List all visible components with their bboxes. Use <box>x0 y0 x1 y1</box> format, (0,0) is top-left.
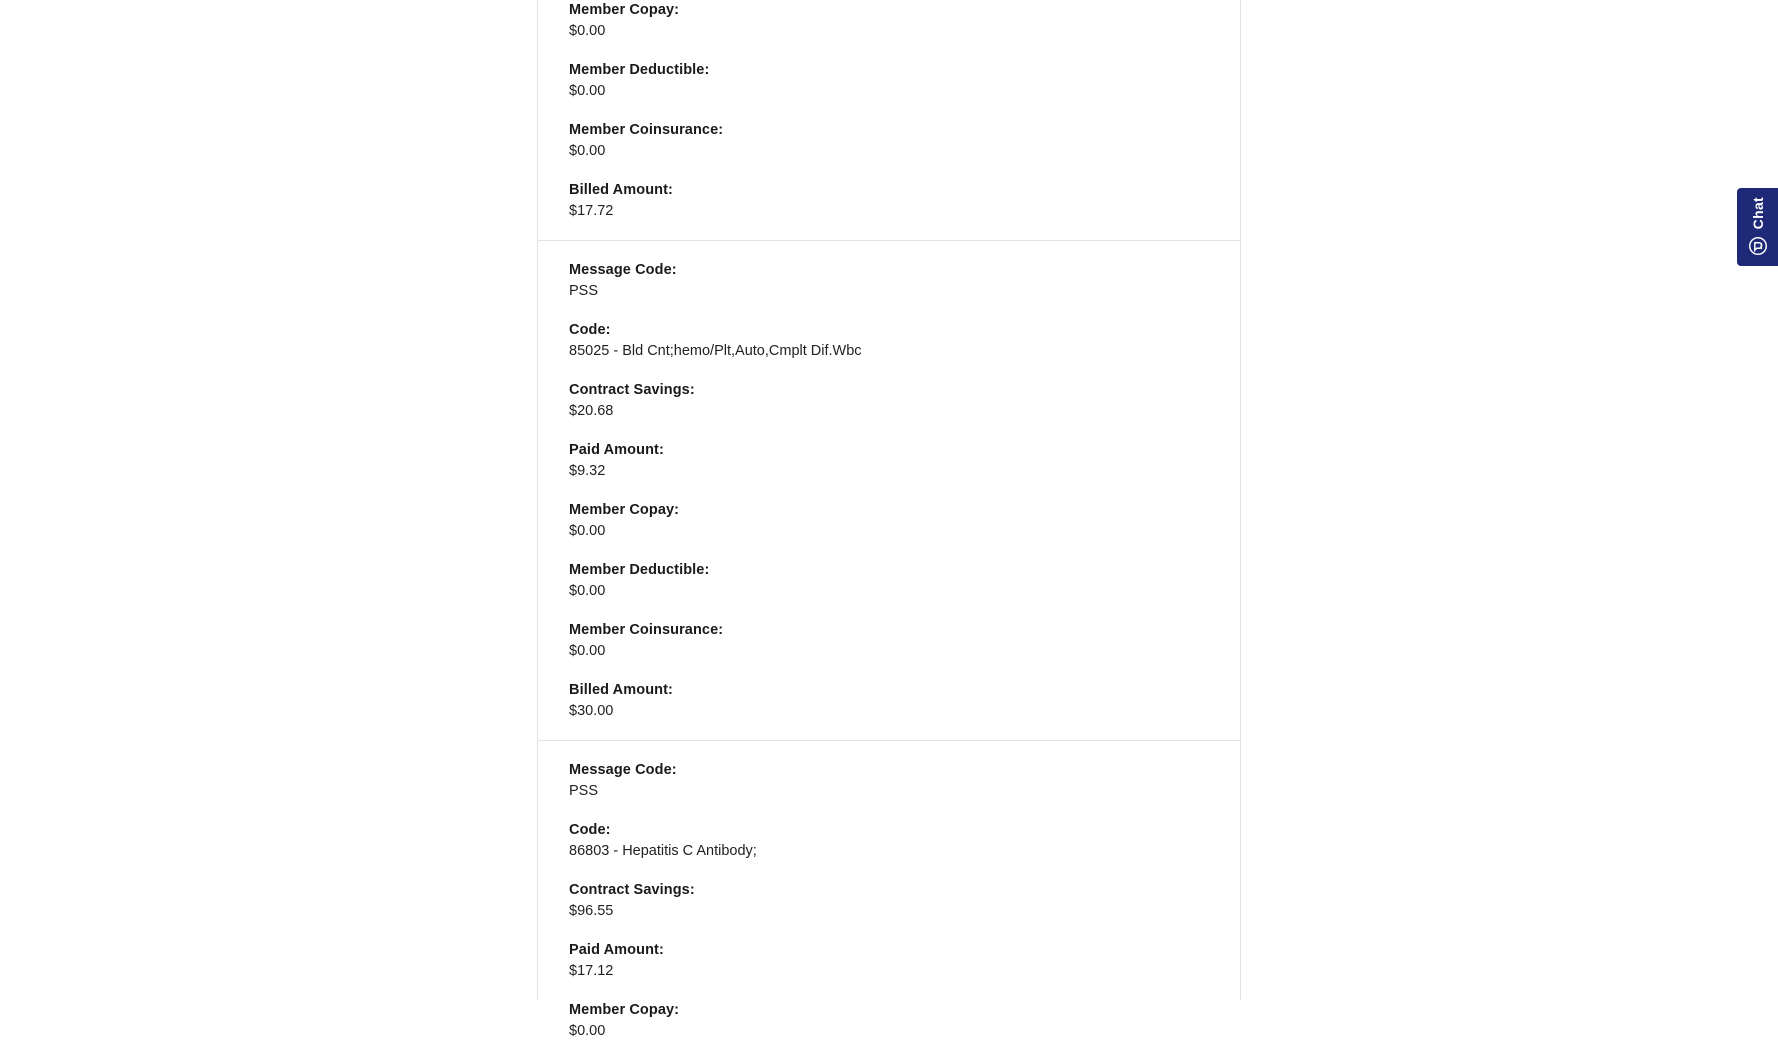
field-label: Paid Amount: <box>569 942 664 958</box>
claim-lines-list <box>538 0 1240 1060</box>
field-code <box>569 320 1240 380</box>
field-value: $0.00 <box>569 83 606 99</box>
field-value: $0.00 <box>569 23 606 39</box>
field-label: Member Copay: <box>569 2 680 18</box>
field-message-code <box>569 260 1240 320</box>
field-paid-amount <box>569 940 1240 1000</box>
field-value: $96.55 <box>569 903 614 919</box>
field-label: Billed Amount: <box>569 182 673 198</box>
field-value: $17.12 <box>569 963 614 979</box>
claim-line-item <box>538 741 1240 1060</box>
field-member-coinsurance <box>569 120 1240 180</box>
field-value: $0.00 <box>569 583 606 599</box>
claim-line-item <box>538 241 1240 741</box>
field-label: Member Copay: <box>569 1002 680 1018</box>
field-label: Member Coinsurance: <box>569 622 724 638</box>
field-value: 86803 - Hepatitis C Antibody; <box>569 843 757 859</box>
field-code <box>569 820 1240 880</box>
field-member-deductible <box>569 60 1240 120</box>
field-label: Member Deductible: <box>569 62 710 78</box>
field-label: Code: <box>569 322 611 338</box>
claim-details-panel <box>537 0 1241 1039</box>
field-label: Billed Amount: <box>569 682 673 698</box>
field-label: Contract Savings: <box>569 882 695 898</box>
field-value: $17.72 <box>569 203 614 219</box>
field-member-deductible <box>569 560 1240 620</box>
field-value: PSS <box>569 283 599 299</box>
field-label: Code: <box>569 822 611 838</box>
field-value: $0.00 <box>569 143 606 159</box>
field-label: Message Code: <box>569 762 677 778</box>
field-label: Contract Savings: <box>569 382 695 398</box>
field-billed-amount <box>569 680 1240 740</box>
field-value: 85025 - Bld Cnt;hemo/Plt,Auto,Cmplt Dif.Wbc <box>569 343 862 359</box>
field-label: Member Coinsurance: <box>569 122 724 138</box>
field-member-copay <box>569 500 1240 560</box>
field-value: $0.00 <box>569 643 606 659</box>
field-contract-savings <box>569 380 1240 440</box>
field-message-code <box>569 760 1240 820</box>
field-paid-amount <box>569 440 1240 500</box>
field-value: $20.68 <box>569 403 614 419</box>
chat-launcher-label: Chat <box>1749 196 1766 230</box>
field-value: $9.32 <box>569 463 606 479</box>
field-label: Paid Amount: <box>569 442 664 458</box>
field-value: $30.00 <box>569 703 614 719</box>
chat-launcher-button[interactable] <box>1737 188 1778 266</box>
field-label: Member Copay: <box>569 502 680 518</box>
chat-bubble-icon <box>1747 235 1769 257</box>
field-member-copay <box>569 1000 1240 1060</box>
field-billed-amount <box>569 180 1240 240</box>
field-value: $0.00 <box>569 523 606 539</box>
claim-details-scroll-area[interactable] <box>538 0 1240 1039</box>
field-contract-savings <box>569 880 1240 940</box>
field-label: Member Deductible: <box>569 562 710 578</box>
field-member-coinsurance <box>569 620 1240 680</box>
field-member-copay <box>569 0 1240 60</box>
claim-line-item <box>538 0 1240 241</box>
field-label: Message Code: <box>569 262 677 278</box>
panel-divider <box>1241 0 1242 1000</box>
field-value: PSS <box>569 783 599 799</box>
field-value: $0.00 <box>569 1023 606 1039</box>
